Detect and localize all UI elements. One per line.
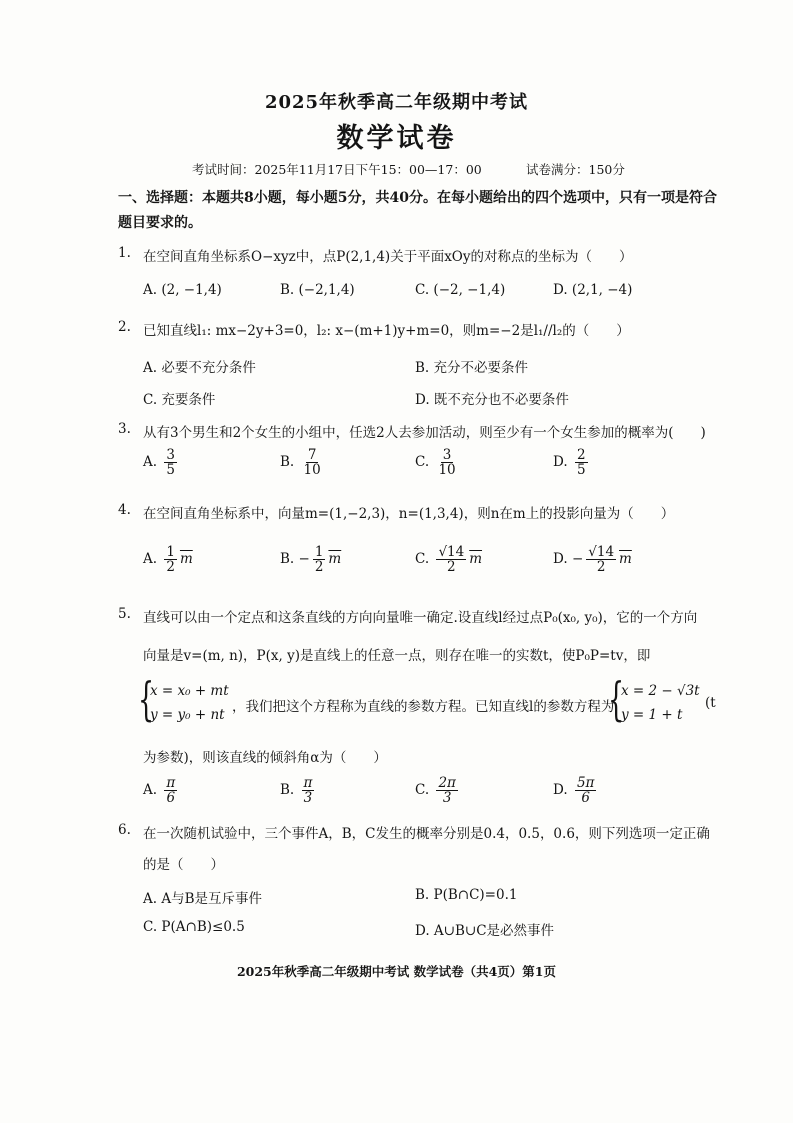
question-3-text: 从有3个男生和2个女生的小组中，任选2人去参加活动，则至少有一个女生参加的概率为( ) [143,425,706,441]
option-d: D. (2,1, −4) [553,282,633,298]
vector-m: $\overline{m}$ [328,551,342,568]
question-5-line2: 向量是v=(m, n)，P(x, y)是直线上的任意一点，则存在唯一的实数t，使P₀P=tv，即 [143,648,651,664]
option-a: A. (2, −1,4) [143,282,222,298]
option-a: A. A与B是互斥事件 [143,891,263,907]
parametric-eq-x: x = 2 − √3t [621,683,700,699]
question-number: 2. [118,319,131,335]
fraction: $\frac{√14}{2}$ [438,544,465,576]
question-5-line3: ，我们把这个方程称为直线的参数方程。已知直线l的参数方程为 [232,699,615,715]
question-number: 5. [118,606,131,622]
option-c: C. $\frac{3}{10}$ [415,447,456,479]
question-number: 4. [118,502,131,518]
system-brace: { [138,672,155,726]
question-1-text: 在空间直角坐标系O−xyz中，点P(2,1,4)关于平面xOy的对称点的坐标为（ ） [143,249,633,265]
question-5-line4: 为参数)，则该直线的倾斜角α为（ ） [143,750,387,766]
question-number: 1. [118,245,131,261]
question-4-text: 在空间直角坐标系中，向量m=(1,−2,3)，n=(1,3,4)，则n在m上的投影向量为（ ） [143,506,675,522]
fraction: $\frac{3}{10}$ [438,447,456,479]
option-c: C. $\frac{2\pi}{3}$ [415,775,456,807]
fraction: $\frac{5\pi}{6}$ [576,775,595,807]
option-c: C. P(A∩B)≤0.5 [143,919,245,935]
parametric-eq-y: y = 1 + t [621,707,683,723]
option-b: B. 充分不必要条件 [415,360,529,376]
option-b: B. P(B∩C)=0.1 [415,887,518,903]
option-b: B. − $\frac{1}{2}$ $\overline{m}$ [280,544,342,576]
fraction: $\frac{7}{10}$ [303,447,321,479]
fraction: $\frac{2}{5}$ [576,447,586,479]
option-d: D. 既不充分也不必要条件 [415,392,569,408]
option-a: A. $\frac{\pi}{6}$ [143,775,176,807]
option-b: B. (−2,1,4) [280,282,355,298]
fraction: $\frac{1}{2}$ [314,544,324,576]
parametric-eq-general-x: x = x₀ + mt [150,683,229,699]
vector-m: $\overline{m}$ [619,551,632,568]
option-a: A. $\frac{1}{2}$ $\overline{m}$ [143,544,193,576]
fraction: $\frac{\pi}{6}$ [166,775,176,807]
option-c: C. 充要条件 [143,392,216,408]
vector-m: $\overline{m}$ [179,551,193,568]
option-d: D. $\frac{5\pi}{6}$ [553,775,595,807]
question-6-line1: 在一次随机试验中，三个事件A，B，C发生的概率分别是0.4，0.5，0.6，则下列选项一定正确 [143,826,710,842]
question-6-line2: 的是（ ） [143,857,224,873]
option-b: B. $\frac{\pi}{3}$ [280,775,313,807]
option-d: D. $\frac{2}{5}$ [553,447,586,479]
vector-m: $\overline{m}$ [469,551,483,568]
fraction: $\frac{3}{5}$ [166,447,175,479]
fraction: $\frac{\pi}{3}$ [303,775,313,807]
option-a: A. $\frac{3}{5}$ [143,447,175,479]
parametric-eq-general-y: y = y₀ + nt [150,707,225,723]
page-footer: 2025年秋季高二年级期中考试 数学试卷（共4页）第1页 [236,964,557,979]
option-c: C. (−2, −1,4) [415,282,506,298]
fraction: $\frac{1}{2}$ [166,544,175,576]
exam-time: 考试时间：2025年11月17日下午15：00—17：00 [192,162,482,177]
option-a: A. 必要不充分条件 [143,360,256,376]
system-brace: { [608,672,625,726]
option-d: D. A∪B∪C是必然事件 [415,923,555,939]
option-b: B. $\frac{7}{10}$ [280,447,321,479]
section-heading: 一、选择题：本题共8小题，每小题5分，共40分。在每小题给出的四个选项中，只有一项是符合题目要求的。 [118,190,717,231]
question-2-text: 已知直线l₁: mx−2y+3=0，l₂: x−(m+1)y+m=0，则m=−2是l₁//l₂的（ ） [143,323,630,339]
subject-title: 数学试卷 [336,123,457,154]
question-number: 6. [118,822,131,838]
question-5-line3-tail: (t [705,695,716,711]
fraction: $\frac{√14}{2}$ [588,544,615,576]
question-number: 3. [118,421,131,437]
option-c: C. $\frac{√14}{2}$ $\overline{m}$ [415,544,483,576]
exam-title: 2025年秋季高二年级期中考试 [264,92,529,113]
option-d: D. − $\frac{√14}{2}$ $\overline{m}$ [553,544,632,576]
question-5-line1: 直线可以由一个定点和这条直线的方向向量唯一确定.设直线l经过点P₀(x₀, y₀)，它的一个方向 [143,610,698,626]
fraction: $\frac{2\pi}{3}$ [438,775,456,807]
full-score: 试卷满分：150分 [526,162,625,177]
